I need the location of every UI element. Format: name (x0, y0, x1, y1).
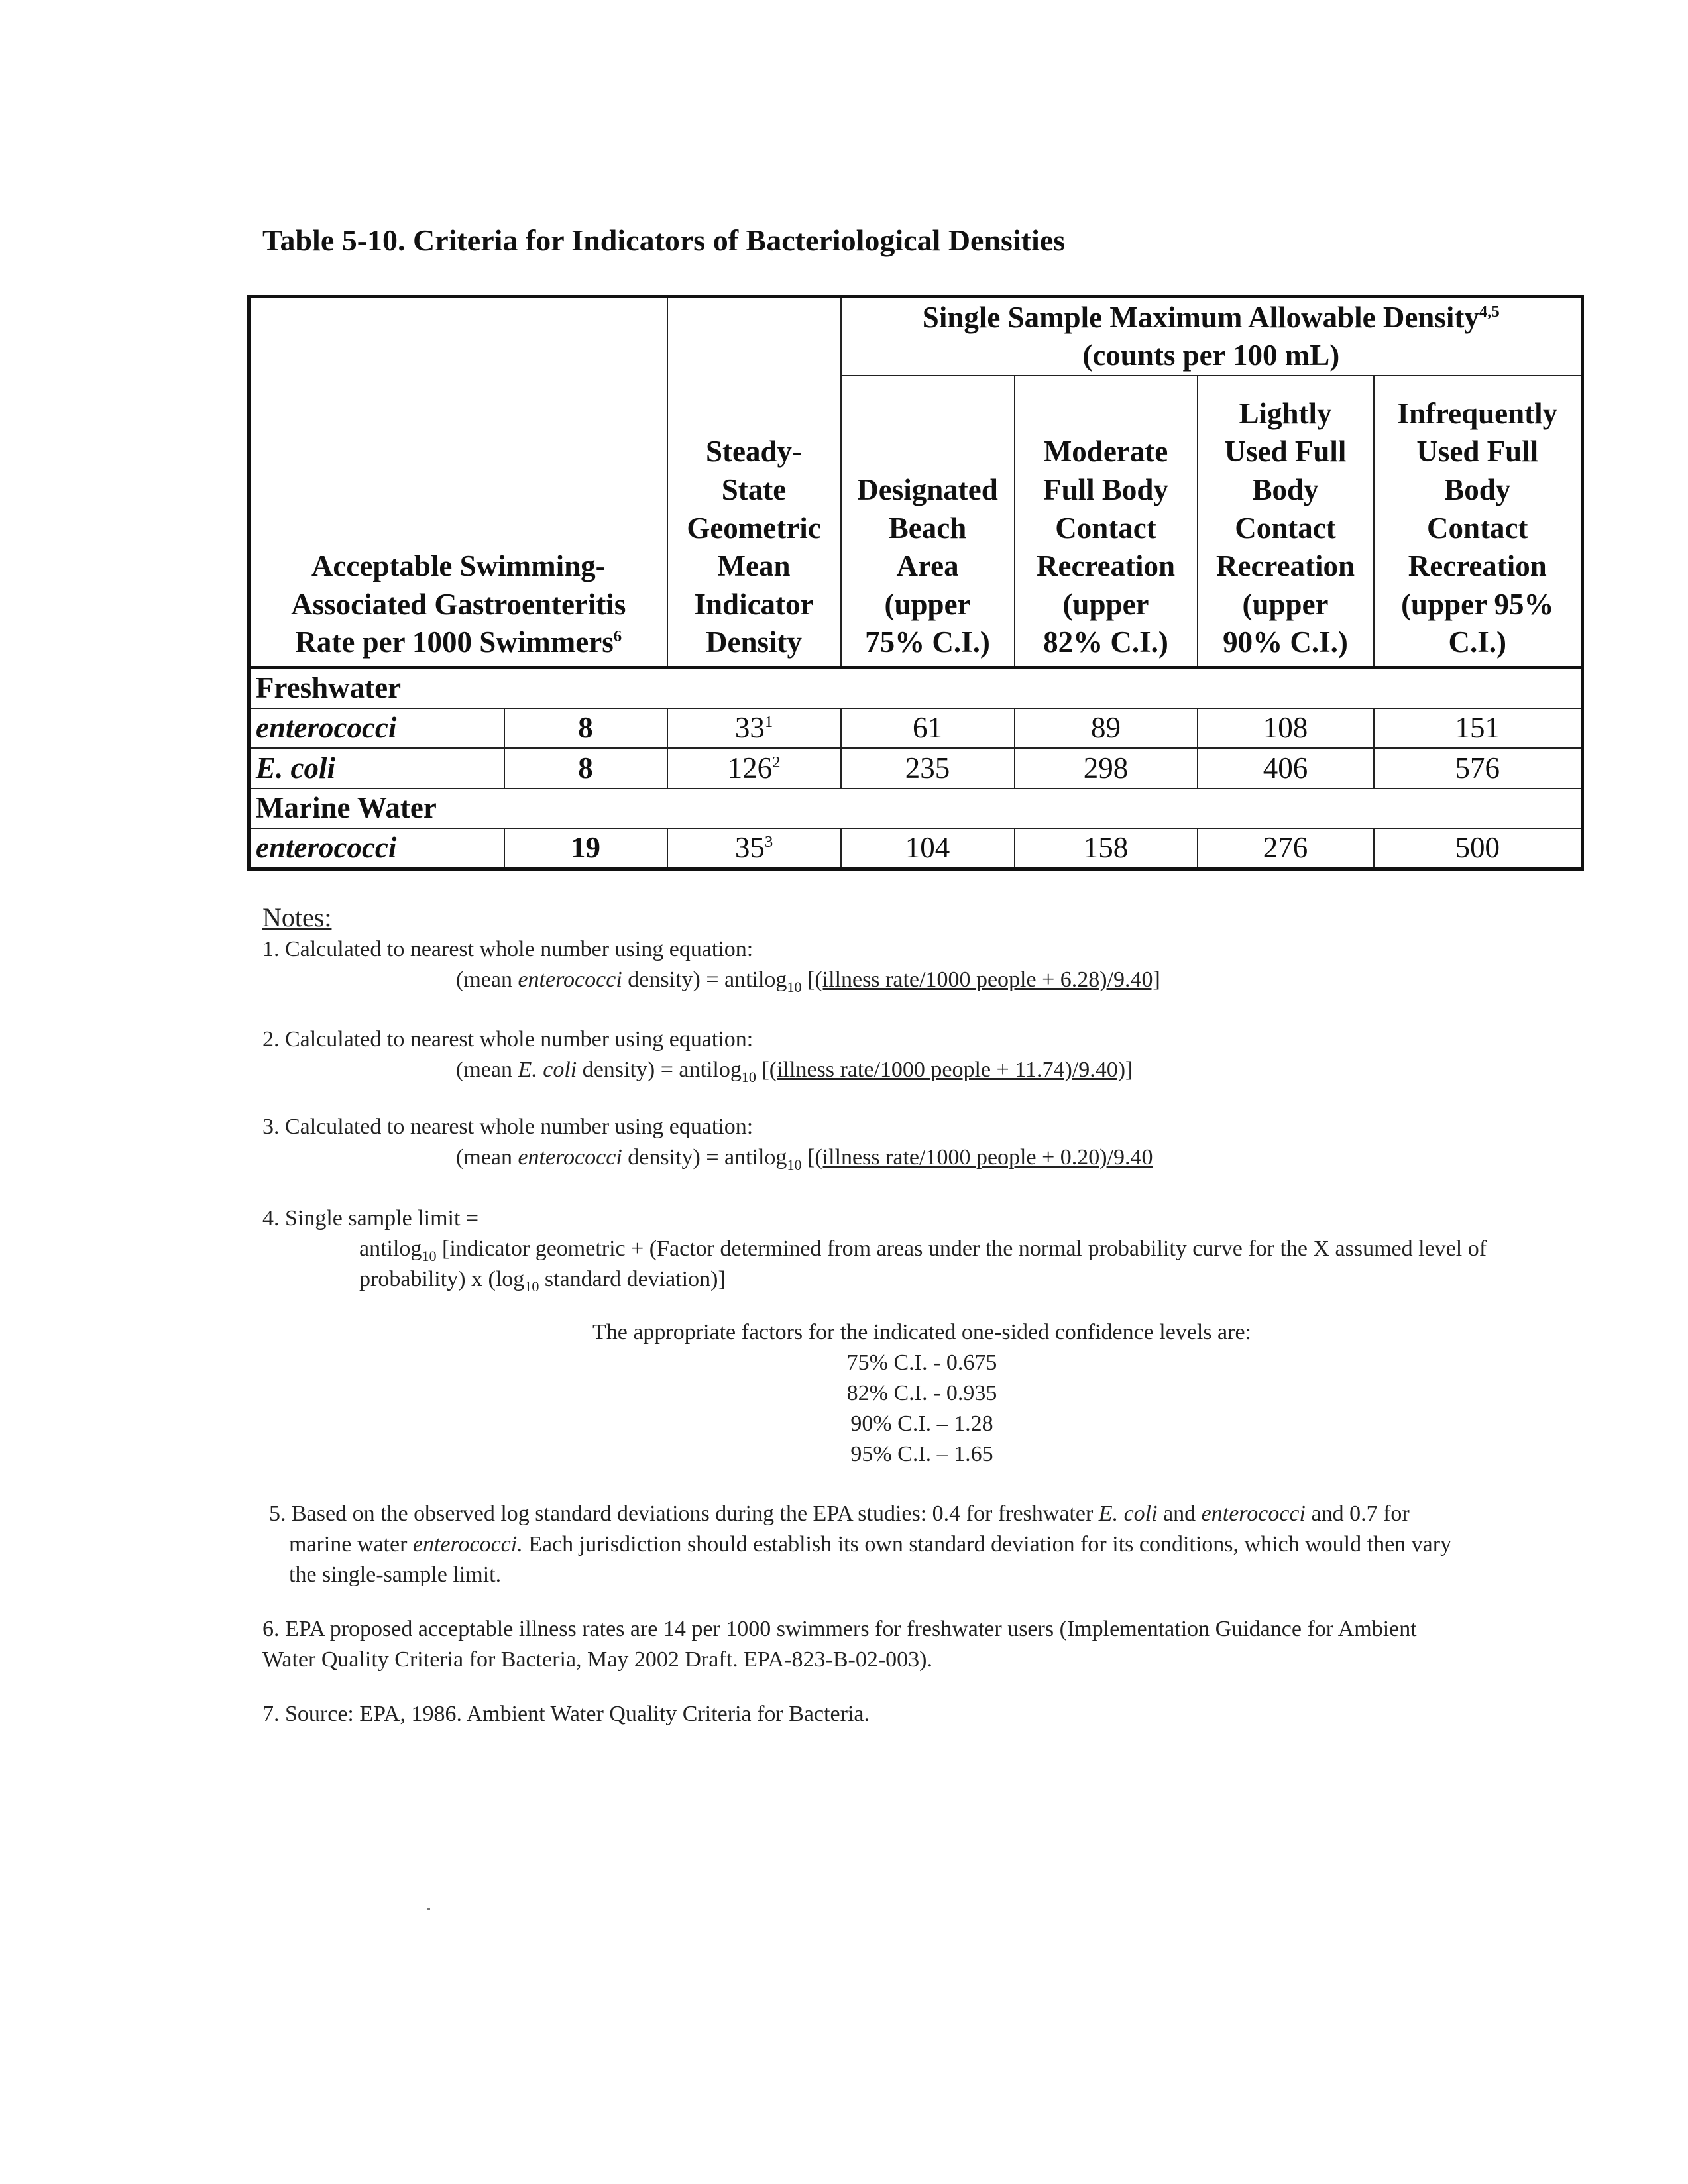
factors-block: The appropriate factors for the indicated one-sided confidence levels are: 75% C.I. - 0.675 82% C.I. - 0.935 90% C.I. – 1.28 95% C.I. – 1.65 (262, 1317, 1581, 1470)
criteria-table (247, 295, 1584, 871)
moderate-cell: 89 (1015, 708, 1198, 748)
notes-heading: Notes: (262, 902, 332, 932)
equation: (mean E. coli density) = antilog$_{10}$ [(illness rate/1000 people + 11.74)/9.40)] (456, 1058, 1133, 1085)
moderate-cell: 298 (1015, 748, 1198, 788)
lightly-cell: 406 (1198, 748, 1374, 788)
header-lightly-used: Lightly Used Full Body Contact Recreation (upper 90% C.I.) (1198, 376, 1374, 667)
note-3: 3. Calculated to nearest whole number using equation: (mean enterococci density) = antilog$_{10}$ [(illness rate/1000 people + 0.20)/9.40 (262, 1112, 1581, 1173)
note-7: 7. Source: EPA, 1986. Ambient Water Quality Criteria for Bacteria. (262, 1702, 870, 1726)
equation: (mean enterococci density) = antilog$_{10}$ [(illness rate/1000 people + 6.28)/9.40] (456, 967, 1160, 995)
infrequent-cell: 151 (1374, 708, 1583, 748)
lightly-cell: 276 (1198, 828, 1374, 869)
header-geometric-mean: Steady- State Geometric Mean Indicator Density (667, 297, 841, 668)
rate-cell: 8 (504, 748, 667, 788)
header-moderate-use: Moderate Full Body Contact Recreation (upper 82% C.I.) (1015, 376, 1198, 667)
notes-section (262, 901, 1581, 1729)
footnote-ref: 1 (764, 713, 773, 732)
header-single-sample: Single Sample Maximum Allowable Density$^{4,5}$ (counts per 100 mL) (841, 297, 1583, 376)
indicator-cell: E. coli (249, 748, 504, 788)
beach-cell: 104 (841, 828, 1015, 869)
note-5: 5. Based on the observed log standard deviations during the EPA studies: 0.4 for freshwater E. coli and enterococci and 0.7 for marine water enterococci. Each jurisdiction should establish its own standard deviation for its conditions, which would then vary the single-sample limit. (269, 1502, 1452, 1587)
equation: (mean enterococci density) = antilog$_{10}$ [(illness rate/1000 people + 0.20)/9.40 (456, 1145, 1153, 1173)
rate-cell: 8 (504, 708, 667, 748)
table-row (249, 748, 1583, 788)
indicator-cell: enterococci (249, 828, 504, 869)
section-marine-water: Marine Water (249, 789, 1583, 828)
infrequent-cell: 500 (1374, 828, 1583, 869)
beach-cell: 235 (841, 748, 1015, 788)
header-line: Associated Gastroenteritis (291, 587, 626, 621)
footnote-ref: 3 (764, 833, 773, 851)
table-row (249, 708, 1583, 748)
rate-cell: 19 (504, 828, 667, 869)
mean-cell: $35^3$ (667, 828, 841, 869)
indicator-cell: enterococci (249, 708, 504, 748)
header-units: (counts per 100 mL) (1082, 339, 1340, 372)
single-sample-formula: antilog$_{10}$ [indicator geometric + (Factor determined from areas under the normal probability curve for the X assumed level of probability) x ($\log_{10}$ standard deviation)] (359, 1236, 1487, 1295)
footnote-ref: 2 (772, 753, 781, 771)
note-1: 1. Calculated to nearest whole number using equation: (mean enterococci density) = antilog$_{10}$ [(illness rate/1000 people + 6.28)/9.40] (262, 934, 1581, 995)
header-infrequently-used: Infrequently Used Full Body Contact Recreation (upper 95% C.I.) (1374, 376, 1583, 667)
moderate-cell: 158 (1015, 828, 1198, 869)
section-freshwater: Freshwater (249, 667, 1583, 708)
mean-cell: $126^2$ (667, 748, 841, 788)
note-2: 2. Calculated to nearest whole number using equation: (mean E. coli density) = antilog$_{10}$ [(illness rate/1000 people + 11.74)/9.40)] (262, 1024, 1581, 1085)
lightly-cell: 108 (1198, 708, 1374, 748)
factor-line: 75% C.I. - 0.675 (846, 1350, 997, 1375)
mean-cell: $33^1$ (667, 708, 841, 748)
scan-speck (427, 1908, 430, 1910)
note-4: 4. Single sample limit = antilog$_{10}$ [indicator geometric + (Factor determined from areas under the normal probability curve for the X assumed level of probability) x ($\log_{10}$ standard deviation)] The appropriate factors for the indicated one-sided confidence levels are: 75% C.I. - 0.675 82% C.I. - 0.935 90% C.I. – 1.28 95% C.I. – 1.65 (262, 1203, 1581, 1470)
infrequent-cell: 576 (1374, 748, 1583, 788)
header-line: Rate per 1000 Swimmers$^6$ (295, 626, 622, 659)
factor-line: 90% C.I. – 1.28 (850, 1411, 993, 1436)
factor-line: 82% C.I. - 0.935 (846, 1381, 997, 1405)
beach-cell: 61 (841, 708, 1015, 748)
table-row (249, 828, 1583, 869)
header-illness-rate (249, 297, 667, 668)
table-title: Table 5-10. Criteria for Indicators of Bacteriological Densities (262, 223, 1066, 257)
footnote-ref: 4,5 (1479, 302, 1500, 321)
factor-line: 95% C.I. – 1.65 (850, 1442, 993, 1466)
header-designated-beach: Designated Beach Area (upper 75% C.I.) (841, 376, 1015, 667)
header-line: Acceptable Swimming- (311, 549, 606, 583)
footnote-ref: 6 (613, 628, 622, 646)
note-6: 6. EPA proposed acceptable illness rates are 14 per 1000 swimmers for freshwater users (Implementation Guidance for Ambient Water Quality Criteria for Bacteria, May 2002 Draft. EPA-823-B-02-003). (262, 1617, 1417, 1672)
